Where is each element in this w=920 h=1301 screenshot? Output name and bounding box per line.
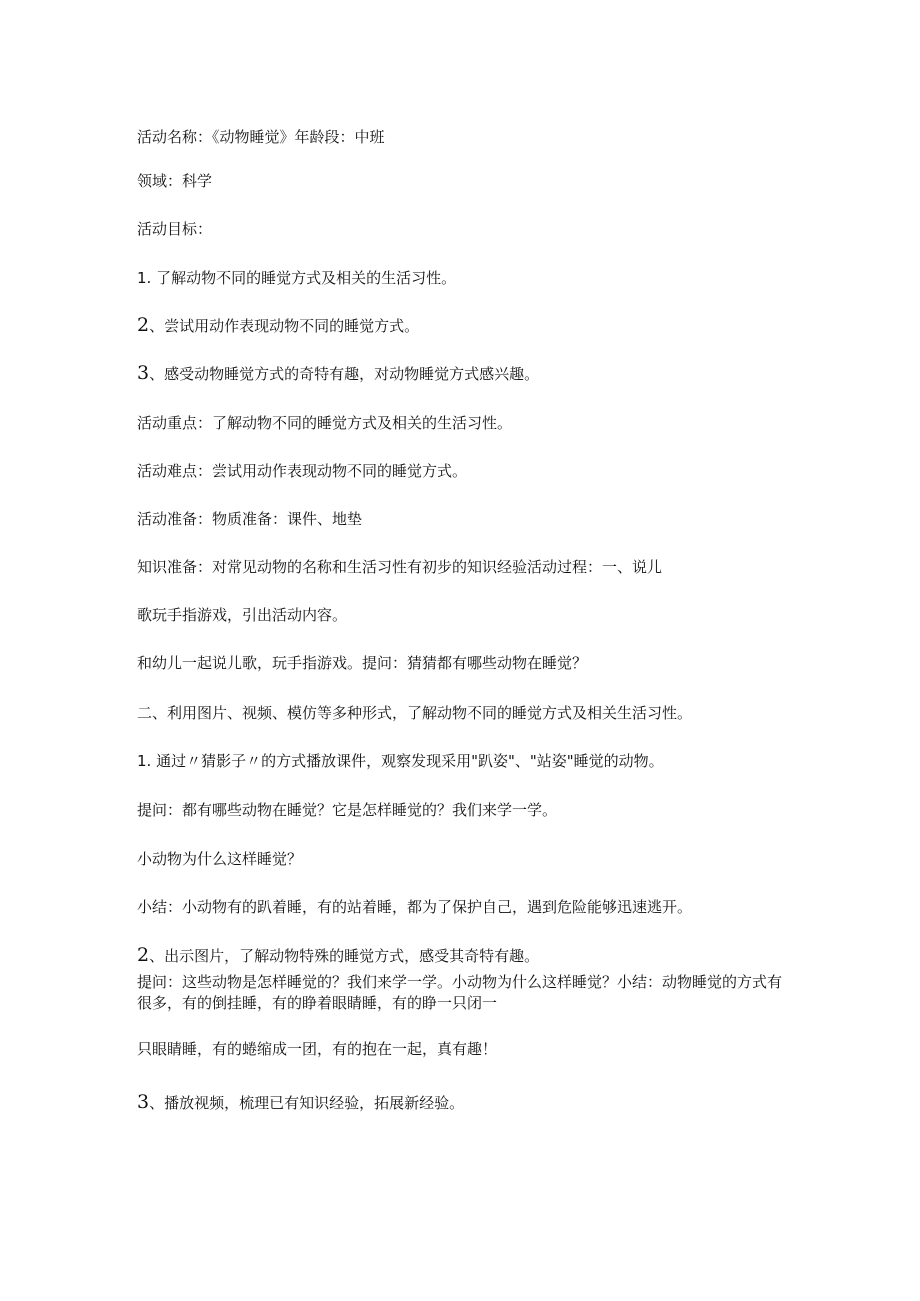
goal-2 — [137, 316, 797, 336]
question-3-continuation: 只眼睛睡，有的蜷缩成一团，有的抱在一起，真有趣！ — [137, 1040, 498, 1058]
step-3-number: 3 — [137, 1091, 150, 1113]
process-1-continuation: 歌玩手指游戏，引出活动内容。 — [137, 606, 348, 624]
knowledge-prep: 知识准备：对常见动物的名称和生活习性有初步的知识经验活动过程：一、说儿 — [137, 558, 663, 576]
goal-2-number: 2 — [137, 314, 150, 336]
step-2-number: 2 — [137, 944, 150, 966]
question-2: 小动物为什么这样睡觉？ — [137, 850, 303, 868]
step-3-text: 、播放视频，梳理已有知识经验，拓展新经验。 — [149, 1094, 465, 1112]
step-2-text: 、出示图片，了解动物特殊的睡觉方式，感受其奇特有趣。 — [149, 947, 540, 965]
goal-2-text: 、尝试用动作表现动物不同的睡觉方式。 — [149, 317, 420, 335]
preparation: 活动准备：物质准备：课件、地垫 — [137, 510, 363, 528]
domain-line: 领域：科学 — [137, 172, 213, 190]
question-1: 提问：都有哪些动物在睡觉？它是怎样睡觉的？我们来学一学。 — [137, 801, 558, 819]
process-2-heading: 二、利用图片、视频、模仿等多种形式，了解动物不同的睡觉方式及相关生活习性。 — [137, 704, 693, 722]
goal-3-number: 3 — [137, 362, 150, 384]
goal-3-text: 、感受动物睡觉方式的奇特有趣，对动物睡觉方式感兴趣。 — [149, 365, 540, 383]
summary-1: 小结：小动物有的趴着睡，有的站着睡，都为了保护自己，遇到危险能够迅速逃开。 — [137, 898, 693, 916]
goal-3 — [137, 364, 797, 384]
goal-1: 1. 了解动物不同的睡觉方式及相关的生活习性。 — [137, 269, 457, 287]
step-2 — [137, 946, 797, 966]
difficulty: 活动难点：尝试用动作表现动物不同的睡觉方式。 — [137, 462, 468, 480]
key-point: 活动重点：了解动物不同的睡觉方式及相关的生活习性。 — [137, 414, 513, 432]
goals-heading: 活动目标： — [137, 220, 213, 238]
question-3: 提问：这些动物是怎样睡觉的？我们来学一学。小动物为什么这样睡觉？小结：动物睡觉的方式有很多，有的倒挂睡，有的睁着眼睛睡，有的睁一只闭一 — [137, 973, 783, 1012]
step-3 — [137, 1093, 797, 1113]
step-1: 1. 通过〃猜影子〃的方式播放课件，观察发现采用"趴姿"、"站姿"睡觉的动物。 — [137, 752, 664, 770]
activity-name-line: 活动名称：《动物睡觉》年龄段：中班 — [137, 128, 385, 146]
process-1-detail: 和幼儿一起说儿歌，玩手指游戏。提问：猜猜都有哪些动物在睡觉？ — [137, 654, 588, 672]
